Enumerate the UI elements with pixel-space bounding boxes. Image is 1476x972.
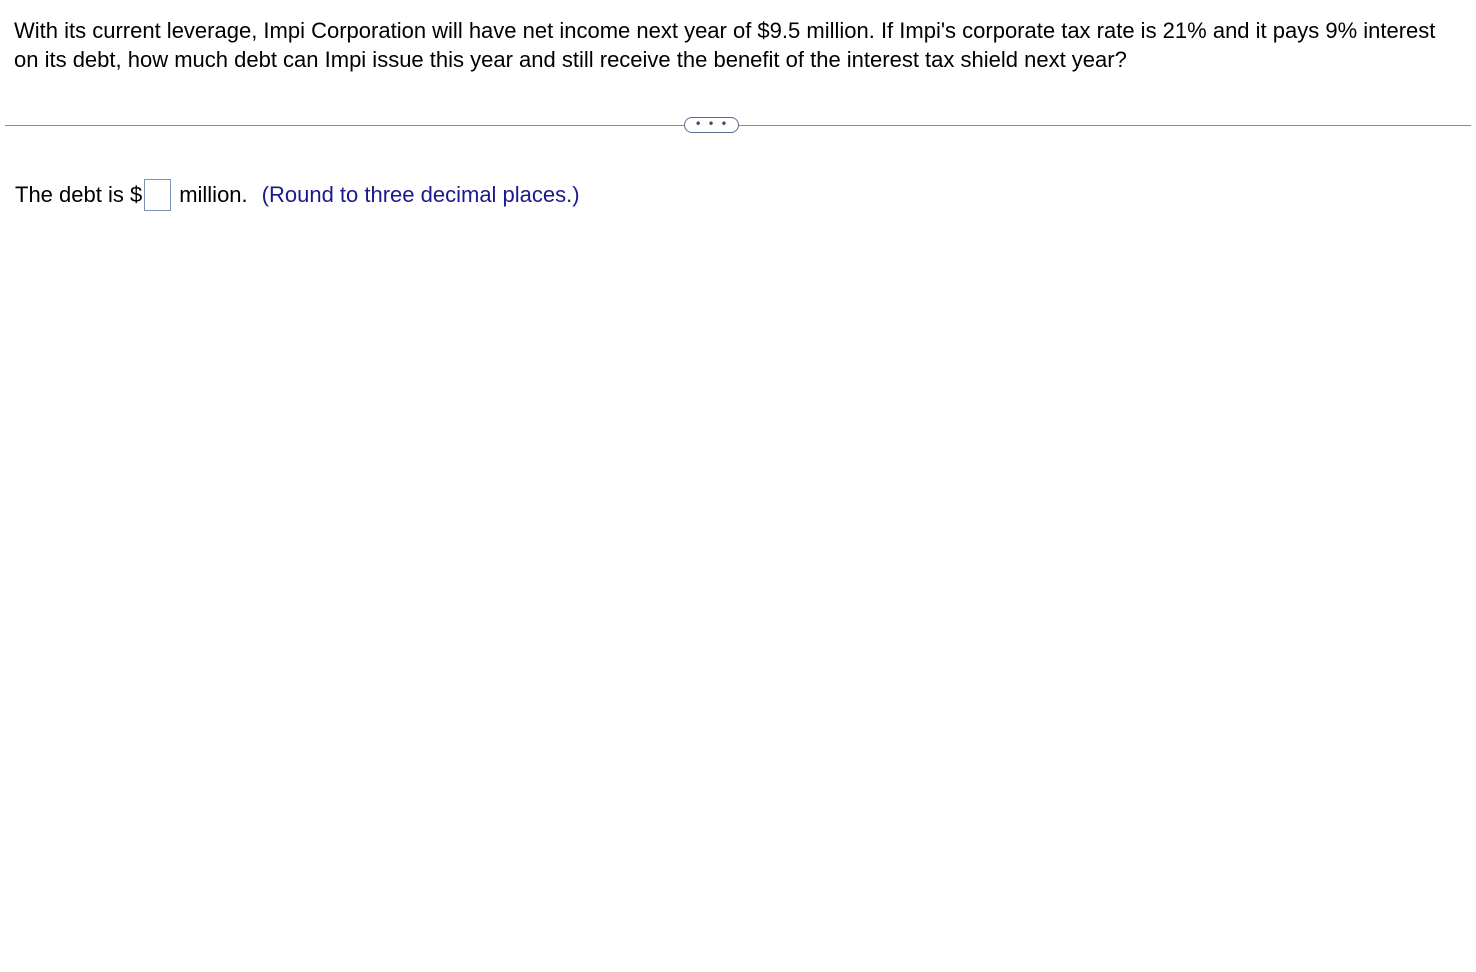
debt-answer-input[interactable] [144, 179, 171, 211]
question-text: With its current leverage, Impi Corporation will have net income next year of $9.5 million. If Impi's corporate tax rate is 21% and it pays 9% interest on its debt, how much debt can Impi issue this year and still receive the benefit of the interest tax shield next year? [14, 18, 1436, 72]
answer-prefix: The debt is $ [15, 182, 143, 207]
more-dots-icon: • • • [694, 116, 729, 131]
expand-more-button[interactable] [684, 117, 739, 133]
answer-line [15, 178, 580, 212]
rounding-hint: (Round to three decimal places.) [261, 182, 580, 207]
answer-suffix: million. [179, 182, 248, 207]
